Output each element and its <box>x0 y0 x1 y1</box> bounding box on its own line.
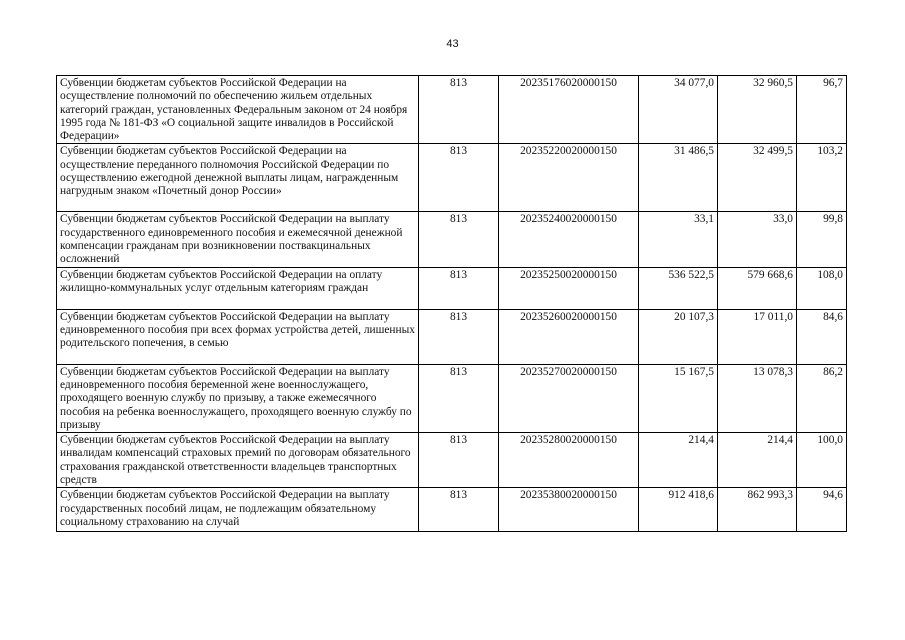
row-plan-value: 214,4 <box>639 433 718 488</box>
table-row <box>57 267 847 309</box>
row-admin-code: 813 <box>419 267 499 309</box>
page-number: 43 <box>446 38 459 50</box>
row-admin-code: 813 <box>419 488 499 532</box>
row-fact-value: 579 668,6 <box>718 267 797 309</box>
row-admin-code: 813 <box>419 212 499 267</box>
row-plan-value: 536 522,5 <box>639 267 718 309</box>
table-row <box>57 364 847 432</box>
row-fact-value: 32 960,5 <box>718 76 797 144</box>
row-name: Субвенции бюджетам субъектов Российской Федерации на выплату инвалидам компенсаций страховых премий по договорам обязательного страхования гражданской ответственности владельцев транспортных средств <box>57 433 419 488</box>
row-admin-code: 813 <box>419 76 499 144</box>
row-budget-code: 20235380020000150 <box>499 488 639 532</box>
row-percent: 99,8 <box>797 212 847 267</box>
row-admin-code: 813 <box>419 364 499 432</box>
table-row <box>57 309 847 364</box>
row-percent: 84,6 <box>797 309 847 364</box>
table-row <box>57 433 847 488</box>
table-row <box>57 212 847 267</box>
row-budget-code: 20235220020000150 <box>499 144 639 212</box>
row-budget-code: 20235176020000150 <box>499 76 639 144</box>
row-name: Субвенции бюджетам субъектов Российской Федерации на выплату единовременного пособия при всех формах устройства детей, лишенных родительского попечения, в семью <box>57 309 419 364</box>
row-admin-code: 813 <box>419 309 499 364</box>
row-name: Субвенции бюджетам субъектов Российской Федерации на выплату государственного единовременного пособия и ежемесячной денежной компенсации гражданам при возникновении поствакцинальных осложнений <box>57 212 419 267</box>
row-plan-value: 34 077,0 <box>639 76 718 144</box>
row-name: Субвенции бюджетам субъектов Российской Федерации на осуществление переданного полномочия Российской Федерации по осуществлению ежегодной денежной выплаты лицам, награжденным нагрудным знаком «Почетный донор России» <box>57 144 419 212</box>
table-row <box>57 144 847 212</box>
row-plan-value: 20 107,3 <box>639 309 718 364</box>
row-budget-code: 20235260020000150 <box>499 309 639 364</box>
row-plan-value: 33,1 <box>639 212 718 267</box>
row-percent: 103,2 <box>797 144 847 212</box>
row-name: Субвенции бюджетам субъектов Российской Федерации на выплату единовременного пособия беременной жене военнослужащего, проходящего военную службу по призыву, а также ежемесячного пособия на ребенка военнослужащего, проходящего военную службу по призыву <box>57 364 419 432</box>
row-budget-code: 20235280020000150 <box>499 433 639 488</box>
row-plan-value: 912 418,6 <box>639 488 718 532</box>
row-name: Субвенции бюджетам субъектов Российской Федерации на выплату государственных пособий лицам, не подлежащим обязательному социальному страхованию на случай <box>57 488 419 532</box>
row-admin-code: 813 <box>419 144 499 212</box>
row-percent: 108,0 <box>797 267 847 309</box>
row-name: Субвенции бюджетам субъектов Российской Федерации на осуществление полномочий по обеспечению жильем отдельных категорий граждан, установленных Федеральным законом от 24 ноября 1995 года № 181-ФЗ «О социальной защите инвалидов в Российской Федерации» <box>57 76 419 144</box>
row-fact-value: 862 993,3 <box>718 488 797 532</box>
row-percent: 94,6 <box>797 488 847 532</box>
row-fact-value: 13 078,3 <box>718 364 797 432</box>
row-fact-value: 33,0 <box>718 212 797 267</box>
row-fact-value: 32 499,5 <box>718 144 797 212</box>
row-percent: 96,7 <box>797 76 847 144</box>
row-budget-code: 20235250020000150 <box>499 267 639 309</box>
row-fact-value: 214,4 <box>718 433 797 488</box>
row-admin-code: 813 <box>419 433 499 488</box>
row-percent: 100,0 <box>797 433 847 488</box>
budget-table <box>56 75 847 532</box>
row-percent: 86,2 <box>797 364 847 432</box>
row-plan-value: 31 486,5 <box>639 144 718 212</box>
row-budget-code: 20235270020000150 <box>499 364 639 432</box>
row-budget-code: 20235240020000150 <box>499 212 639 267</box>
table-row <box>57 488 847 532</box>
table-row <box>57 76 847 144</box>
row-fact-value: 17 011,0 <box>718 309 797 364</box>
row-plan-value: 15 167,5 <box>639 364 718 432</box>
row-name: Субвенции бюджетам субъектов Российской Федерации на оплату жилищно-коммунальных услуг отдельным категориям граждан <box>57 267 419 309</box>
